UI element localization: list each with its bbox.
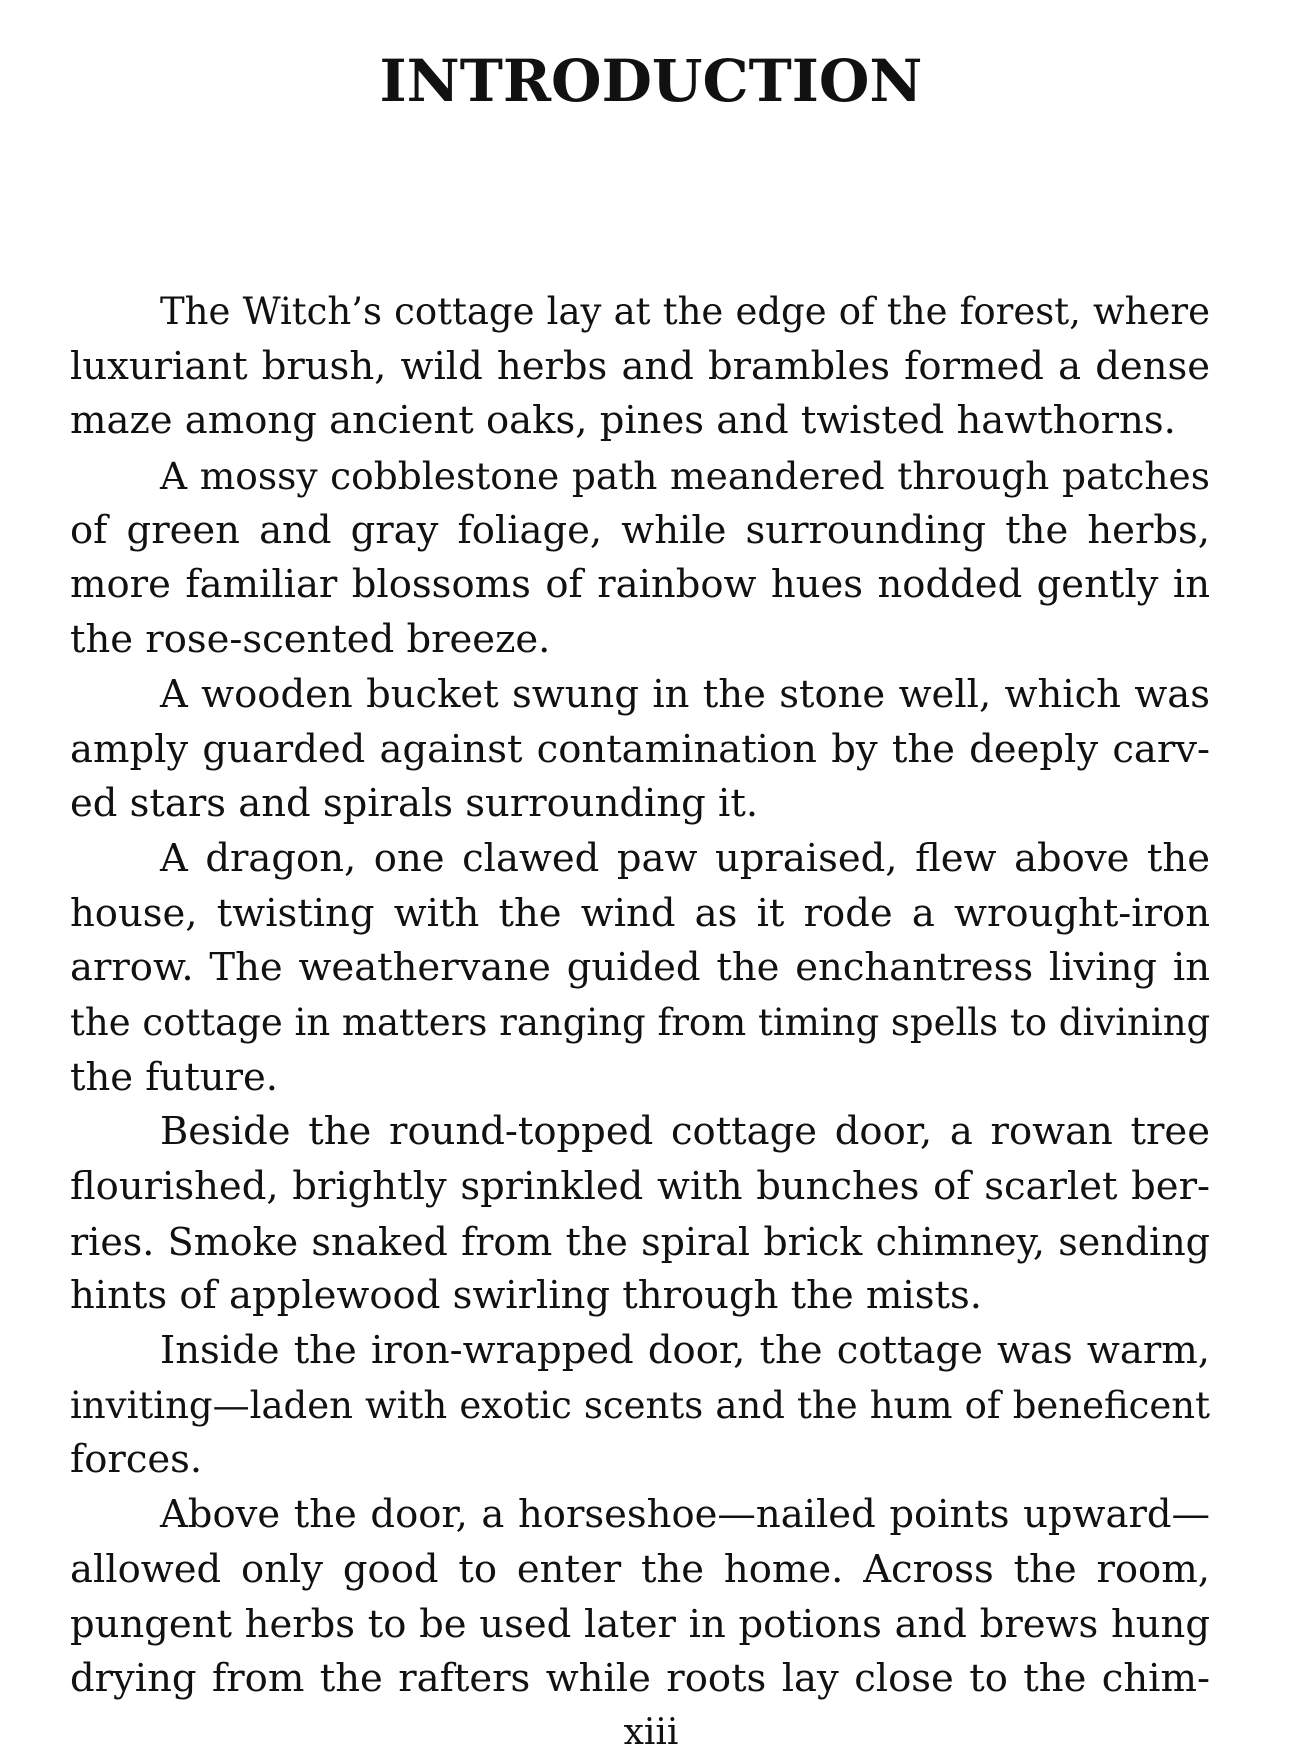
text-line: pungent herbs to be used later in potions and brews hung (70, 1601, 1210, 1647)
body-text (70, 285, 1210, 1707)
chapter-title: INTRODUCTION (379, 47, 923, 115)
text-line: ed stars and spirals surrounding it. (70, 781, 759, 827)
text-line: the cottage in matters ranging from timing spells to divining (70, 1000, 1211, 1044)
text-line: Beside the round-topped cottage door, a rowan tree (160, 1109, 1210, 1155)
text-line: Inside the iron-wrapped door, the cottage was warm, (160, 1328, 1210, 1374)
text-line: forces. (70, 1437, 203, 1483)
text-line: A mossy cobblestone path meandered through patches (160, 454, 1210, 499)
text-line: of green and gray foliage, while surrounding the herbs, (70, 507, 1210, 553)
text-line: A wooden bucket swung in the stone well, which was (160, 671, 1210, 717)
text-line: maze among ancient oaks, pines and twisted hawthorns. (70, 398, 1176, 444)
text-line: ries. Smoke snaked from the spiral brick chimney, sending (70, 1219, 1210, 1264)
text-line: hints of applewood swirling through the mists. (70, 1273, 982, 1319)
text-line: more familiar blossoms of rainbow hues nodded gently in (70, 562, 1210, 608)
text-line: the rose-scented breeze. (70, 617, 551, 663)
text-line: amply guarded against contamination by the deeply carv- (70, 726, 1210, 772)
page-number: xiii (623, 1712, 679, 1753)
text-line: arrow. The weathervane guided the enchantress living in (70, 945, 1210, 991)
text-line: inviting—laden with exotic scents and the hum of beneficent (70, 1383, 1210, 1427)
text-line: house, twisting with the wind as it rode a wrought-iron (70, 890, 1210, 936)
text-line: drying from the rafters while roots lay close to the chim- (70, 1656, 1210, 1702)
text-line: the future. (70, 1054, 279, 1100)
text-line: flourished, brightly sprinkled with bunches of scarlet ber- (70, 1164, 1210, 1209)
text-line: A dragon, one clawed paw upraised, flew above the (160, 835, 1210, 881)
text-line: Above the door, a horseshoe—nailed points upward— (160, 1492, 1210, 1538)
text-line: allowed only good to enter the home. Across the room, (70, 1546, 1210, 1592)
text-line: The Witch’s cottage lay at the edge of the forest, where (160, 290, 1210, 333)
text-line: luxuriant brush, wild herbs and brambles formed a dense (70, 343, 1210, 389)
